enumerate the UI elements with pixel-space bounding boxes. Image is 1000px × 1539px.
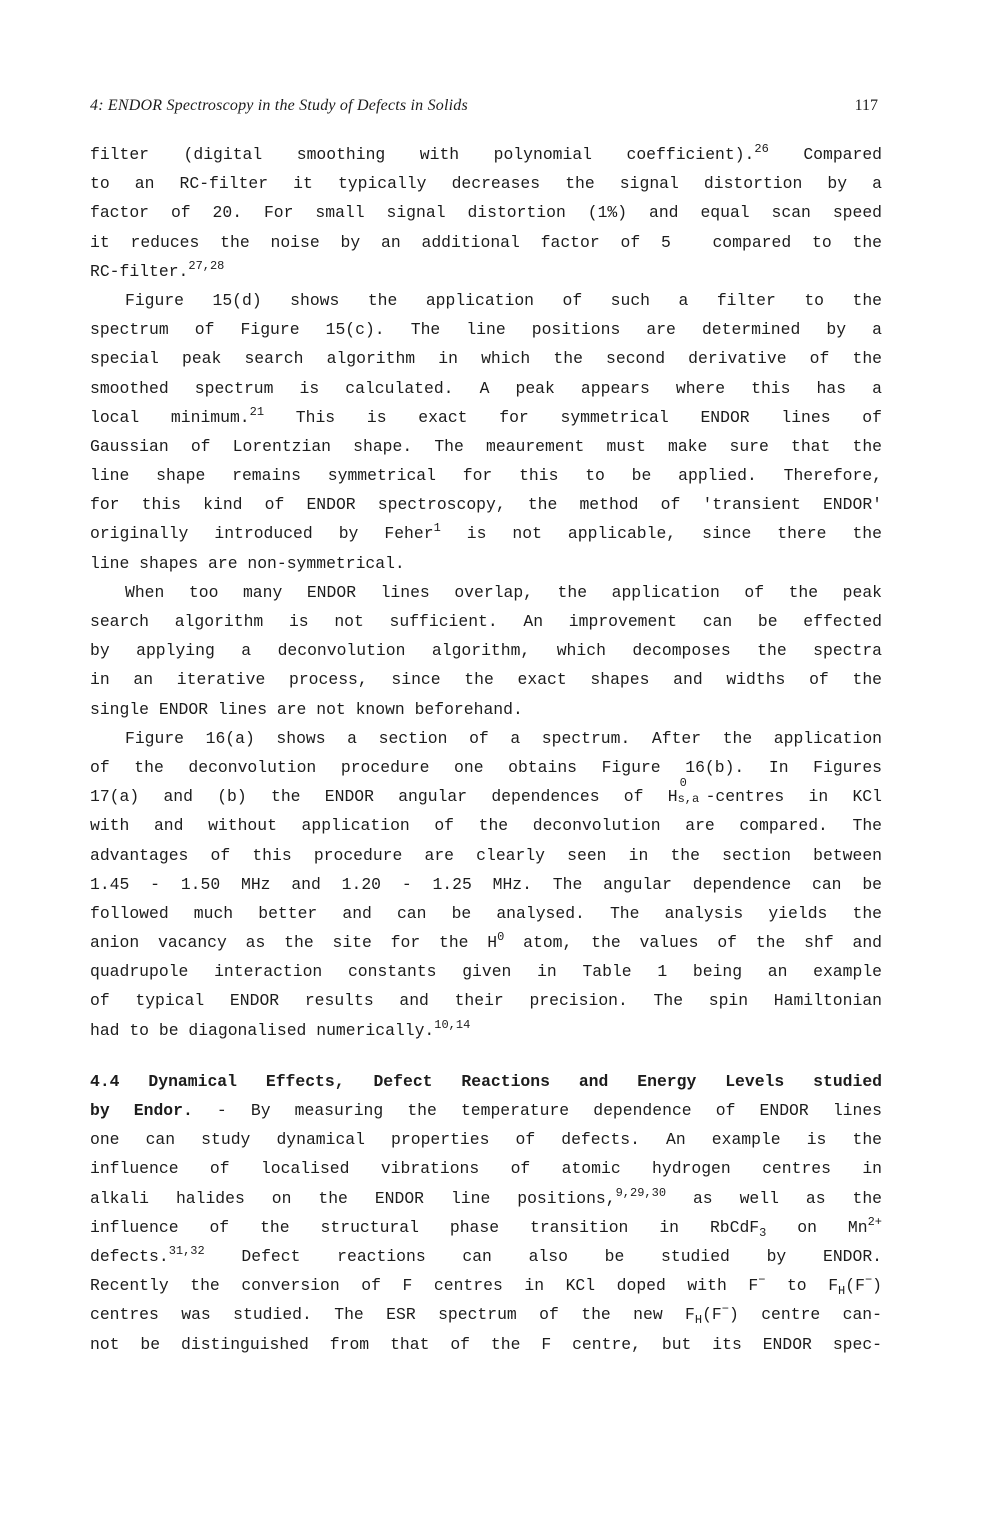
running-header: [90, 97, 878, 119]
text-line: Gaussian of Lorentzian shape. The meaurement must make sure that the: [90, 436, 882, 456]
text-line: not be distinguished from that of the F centre, but its ENDOR spec-: [90, 1334, 882, 1354]
text-line: anion vacancy as the site for the $H^0$ atom, the values of the shf and: [90, 930, 882, 953]
text-line: of the deconvolution procedure one obtains Figure 16(b). In Figures: [90, 757, 882, 777]
text-line: by applying a deconvolution algorithm, which decomposes the spectra: [90, 641, 882, 661]
text-line: line shapes are non-symmetrical.: [90, 553, 405, 573]
citation: 21: [249, 404, 265, 419]
text-line: single ENDOR lines are not known beforehand.: [90, 699, 523, 719]
text-line: of typical ENDOR results and their precision. The spin Hamiltonian: [90, 991, 882, 1011]
text-line: influence of the structural phase transition in RbCdF$_3$ on $Mn^{2+}$: [90, 1214, 882, 1240]
text-line: When too many ENDOR lines overlap, the application of the peak: [125, 582, 882, 602]
page-number: 117: [854, 97, 878, 114]
text-line: Figure 16(a) shows a section of a spectrum. After the application: [125, 728, 882, 748]
citation: 1: [433, 521, 441, 536]
text-line: centres was studied. The ESR spectrum of the new $F_H(F^-)$ centre can-: [90, 1302, 882, 1328]
citation: 10,14: [434, 1017, 471, 1032]
text-line: smoothed spectrum is calculated. A peak appears where this has a: [90, 378, 882, 398]
text-line: line shape remains symmetrical for this to be applied. Therefore,: [90, 466, 882, 486]
citation: 26: [754, 142, 769, 156]
body-text: [90, 140, 882, 1359]
text-line: influence of localised vibrations of atomic hydrogen centres in: [90, 1159, 882, 1179]
text-line: to an RC-filter it typically decreases the signal distortion by a: [90, 174, 882, 194]
text-line: Figure 15(d) shows the application of such a filter to the: [125, 290, 882, 310]
text-line: in an iterative process, since the exact shapes and widths of the: [90, 670, 882, 690]
section-heading: 4.4 Dynamical Effects, Defect Reactions and Energy Levels studied: [90, 1071, 882, 1091]
text-line: special peak search algorithm in which the second derivative of the: [90, 349, 882, 369]
running-title: 4: ENDOR Spectroscopy in the Study of Defects in Solids: [90, 97, 468, 114]
text-line: for this kind of ENDOR spectroscopy, the method of 'transient ENDOR': [90, 495, 882, 515]
text-line: advantages of this procedure are clearly seen in the section between: [90, 845, 882, 865]
text-line: originally introduced by Feher$^1$ is not applicable, since there the: [90, 521, 882, 544]
text-line: by Endor. - By measuring the temperature dependence of ENDOR lines: [90, 1101, 882, 1120]
citation: 31,32: [168, 1243, 205, 1258]
text-line: 17(a) and (b) the ENDOR angular dependences of H 0 s,a -centres in KCl: [90, 776, 882, 807]
text-line: Recently the conversion of F centres in KCl doped with F− to $F_H(F^-)$: [90, 1273, 882, 1299]
text-line: factor of 20. For small signal distortion (1%) and equal scan speed: [90, 203, 882, 223]
text-line: filter (digital smoothing with polynomial coefficient).$^{26}$ Compared: [90, 142, 883, 164]
text-line: one can study dynamical properties of defects. An example is the: [90, 1130, 882, 1150]
text-line: local minimum.$^{21}$ This is exact for symmetrical ENDOR lines of: [90, 404, 882, 427]
text-line: it reduces the noise by an additional factor of 5 compared to the: [90, 232, 882, 252]
text-line: RC-filter.$^{27,28}$: [90, 258, 225, 281]
citation: 27,28: [188, 258, 225, 273]
text-line: with and without application of the deconvolution are compared. The: [90, 816, 882, 836]
text-line: 1.45 - 1.50 MHz and 1.20 - 1.25 MHz. The angular dependence can be: [90, 874, 882, 894]
text-line: spectrum of Figure 15(c). The line positions are determined by a: [90, 320, 882, 340]
citation: 9,29,30: [615, 1185, 667, 1200]
text-line: defects.$^{31,32}$ Defect reactions can also be studied by ENDOR.: [90, 1243, 882, 1266]
text-line: alkali halides on the ENDOR line positions,$^{9,29,30}$ as well as the: [90, 1185, 883, 1208]
text-line: quadrupole interaction constants given in Table 1 being an example: [90, 962, 882, 982]
section-heading-end: by Endor.: [90, 1101, 193, 1120]
text-line: followed much better and can be analysed. The analysis yields the: [90, 903, 882, 923]
text-line: search algorithm is not sufficient. An improvement can be effected: [90, 612, 882, 631]
text-line: had to be diagonalised numerically.$^{10,14}$: [90, 1017, 471, 1040]
sub-superscript: 0 s,a: [677, 776, 700, 807]
